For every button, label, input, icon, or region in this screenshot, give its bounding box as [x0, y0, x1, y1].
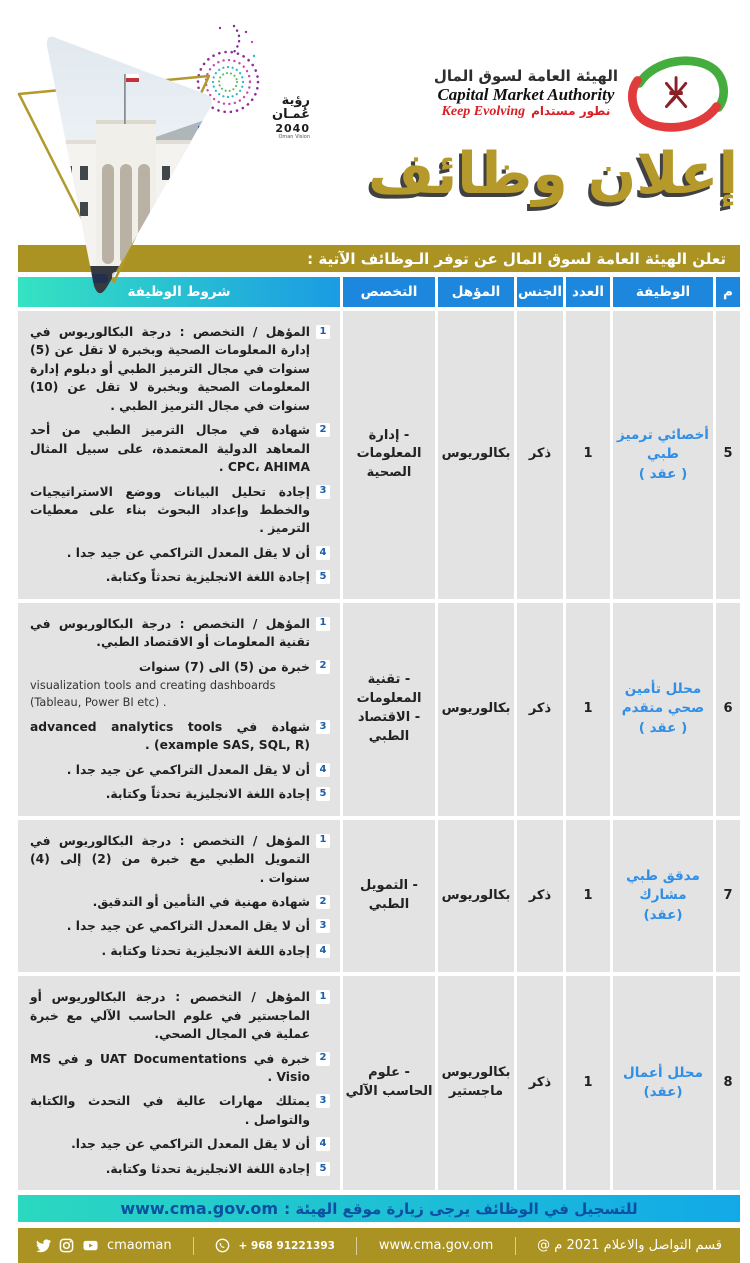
footer-phone	[215, 1238, 334, 1253]
condition-number: 1	[316, 834, 330, 848]
condition-number: 1	[316, 617, 330, 631]
social-handle[interactable]: cmaoman	[107, 1238, 172, 1254]
job-position: مدقق طبي مشارك (عقد)	[613, 820, 713, 973]
cma-swoosh-emblem-icon	[624, 52, 732, 136]
contract-type: ( عقد )	[638, 465, 688, 482]
col-header-gender: الجنس	[517, 277, 563, 307]
condition-text: إجادة تحليل البيانات ووضع الاستراتيجيات والخطط وإعداد البحوث بناء على معطيات الترميز .	[30, 484, 310, 536]
condition-number: 4	[316, 546, 330, 560]
vision-subtitle: Oman Vision	[278, 133, 310, 140]
cma-tagline-arabic: نطور مستدام	[531, 104, 611, 119]
job-gender: ذكر	[517, 603, 563, 816]
footer-divider	[356, 1237, 357, 1255]
job-count: 1	[566, 820, 610, 973]
job-specialization: - تقنية المعلومات - الاقتصاد الطبي	[343, 603, 435, 816]
row-num: 7	[716, 820, 740, 973]
condition-number: 5	[316, 1162, 330, 1176]
youtube-icon[interactable]	[82, 1238, 99, 1253]
job-position: محلل تأمين صحي متقدم ( عقد )	[613, 603, 713, 816]
condition-text: أن لا يقل المعدل التراكمي عن جيد جدا.	[71, 1137, 310, 1152]
row-num: 8	[716, 976, 740, 1190]
vision-year: 2040	[275, 121, 310, 135]
registration-bar	[18, 1195, 740, 1222]
instagram-icon[interactable]	[59, 1238, 74, 1253]
job-count: 1	[566, 603, 610, 816]
condition-number: 3	[316, 720, 330, 734]
job-conditions	[18, 820, 340, 973]
footer-social	[36, 1238, 172, 1253]
condition-text: المؤهل / التخصص : درجة البكالوريوس أو الماجستير في علوم الحاسب الآلي مع خبرة عملية في المجال الصحي.	[30, 990, 310, 1042]
job-specialization: - التمويل الطبي	[343, 820, 435, 973]
condition-text: المؤهل / التخصص : درجة البكالوريوس في إدارة المعلومات الصحية وبخبرة لا تقل عن (5) سنوات في مجال الترميز الطبي أو دبلوم إدارة المعلومات الصحية وبخبرة لا تقل عن (10) سنوات في مجال الترميز الطبي .	[30, 325, 310, 413]
condition-number: 3	[316, 1094, 330, 1108]
condition-number: 4	[316, 944, 330, 958]
job-count: 1	[566, 976, 610, 1190]
contract-type: ( عقد )	[638, 719, 688, 736]
cma-building-photo	[4, 16, 222, 302]
footer-divider	[515, 1237, 516, 1255]
footer-credit: قسم التواصل والاعلام 2021 م @	[537, 1238, 722, 1254]
job-specialization: - علوم الحاسب الآلي	[343, 976, 435, 1190]
job-gender: ذكر	[517, 820, 563, 973]
job-qualification: بكالوريوس	[438, 311, 514, 599]
job-gender: ذكر	[517, 976, 563, 1190]
registration-text: للتسجيل في الوظائف يرجى زيارة موقع الهيئة :	[284, 1199, 638, 1218]
condition-number: 2	[316, 423, 330, 437]
jobs-table	[18, 277, 740, 1190]
twitter-icon[interactable]	[36, 1238, 51, 1253]
condition-english-line: visualization tools and creating dashboards (Tableau, Power BI etc) .	[30, 679, 276, 709]
job-gender: ذكر	[517, 311, 563, 599]
condition-number: 2	[316, 895, 330, 909]
row-num: 5	[716, 311, 740, 599]
cma-logo	[434, 52, 732, 136]
footer-bar	[18, 1228, 740, 1263]
vision-logo-text	[242, 94, 310, 140]
condition-text: أن لا يقل المعدل التراكمي عن جيد جدا .	[66, 545, 310, 560]
condition-text: شهادة في مجال الترميز الطبي من أحد المعاهد الدولية المعتمدة، على سبيل المثال CPC، AHIMA .	[30, 423, 310, 475]
condition-number: 2	[316, 660, 330, 674]
col-header-conditions: شروط الوظيفة	[18, 277, 340, 307]
job-qualification: بكالوريوس ماجستير	[438, 976, 514, 1190]
row-num: 6	[716, 603, 740, 816]
poster-header	[0, 0, 750, 245]
condition-text: شهادة في advanced analytics tools (example SAS, SQL, R) .	[30, 719, 310, 753]
condition-text: أن لا يقل المعدل التراكمي عن جيد جدا .	[66, 762, 310, 777]
condition-number: 4	[316, 1137, 330, 1151]
job-conditions	[18, 311, 340, 599]
condition-number: 1	[316, 325, 330, 339]
condition-number: 5	[316, 570, 330, 584]
job-count: 1	[566, 311, 610, 599]
job-qualification: بكالوريوس	[438, 820, 514, 973]
col-header-specialization: التخصص	[343, 277, 435, 307]
cma-name-arabic: الهيئة العامة لسوق المال	[433, 66, 618, 85]
cma-name-english: Capital Market Authority	[437, 84, 615, 104]
condition-text: المؤهل / التخصص : درجة البكالوريوس في تقنية المعلومات أو الاقتصاد الطبي.	[30, 616, 310, 650]
condition-text: أن لا يقل المعدل التراكمي عن جيد جدا .	[66, 919, 310, 934]
vision-title-ar: رؤية عُمـان	[271, 93, 310, 123]
col-header-position: الوظيفة	[613, 277, 713, 307]
condition-number: 3	[316, 919, 330, 933]
condition-text: إجادة اللغة الانجليزية تحدثاً وكتابة.	[105, 570, 310, 585]
job-conditions	[18, 603, 340, 816]
job-specialization: - إدارة المعلومات الصحية	[343, 311, 435, 599]
col-header-count: العدد	[566, 277, 610, 307]
cma-tagline-english: Keep Evolving	[441, 104, 526, 120]
condition-number: 3	[316, 485, 330, 499]
poster-title: إعلان وظائف	[367, 141, 738, 207]
condition-number: 1	[316, 990, 330, 1004]
condition-text: إجادة اللغة الانجليزية تحدثاً وكتابة.	[105, 787, 310, 802]
col-header-num: م	[716, 277, 740, 307]
job-conditions	[18, 976, 340, 1190]
contract-type: (عقد)	[643, 1084, 683, 1101]
condition-text: خبرة من (5) الى (7) سنوات visualization tools and creating dashboards (Tableau, Power BI etc) .	[30, 658, 310, 712]
job-position: أخصائي ترميز طبي ( عقد )	[613, 311, 713, 599]
condition-number: 2	[316, 1052, 330, 1066]
announcement-text: تعلن الهيئة العامة لسوق المال عن توفر الـوظائف الآتية :	[307, 249, 726, 268]
condition-text: إجادة اللغة الانجليزية تحدثا وكتابة .	[101, 943, 310, 958]
condition-text: خبرة في UAT Documentations و في MS Visio .	[30, 1051, 310, 1084]
cma-logo-text	[434, 68, 618, 121]
footer-website-link[interactable]: www.cma.gov.om	[378, 1238, 494, 1254]
phone-number: + 968 91221393	[238, 1239, 335, 1252]
condition-number: 5	[316, 787, 330, 801]
col-header-qualification: المؤهل	[438, 277, 514, 307]
condition-number: 4	[316, 763, 330, 777]
condition-text: إجادة اللغة الانجليزية تحدثا وكتابة.	[105, 1161, 310, 1176]
condition-text: المؤهل / التخصص : درجة البكالوريوس في التمويل الطبي مع خبرة من (2) إلى (4) سنوات .	[30, 833, 310, 885]
footer-divider	[193, 1237, 194, 1255]
condition-text: شهادة مهنية في التأمين أو التدقيق.	[92, 894, 310, 909]
contract-type: (عقد)	[643, 906, 683, 923]
condition-text: يمتلك مهارات عالية في التحدث والكتابة والتواصل .	[30, 1094, 310, 1127]
job-qualification: بكالوريوس	[438, 603, 514, 816]
whatsapp-icon[interactable]	[215, 1238, 230, 1253]
registration-website-link[interactable]: www.cma.gov.om	[120, 1199, 279, 1219]
job-position: محلل أعمال (عقد)	[613, 976, 713, 1190]
